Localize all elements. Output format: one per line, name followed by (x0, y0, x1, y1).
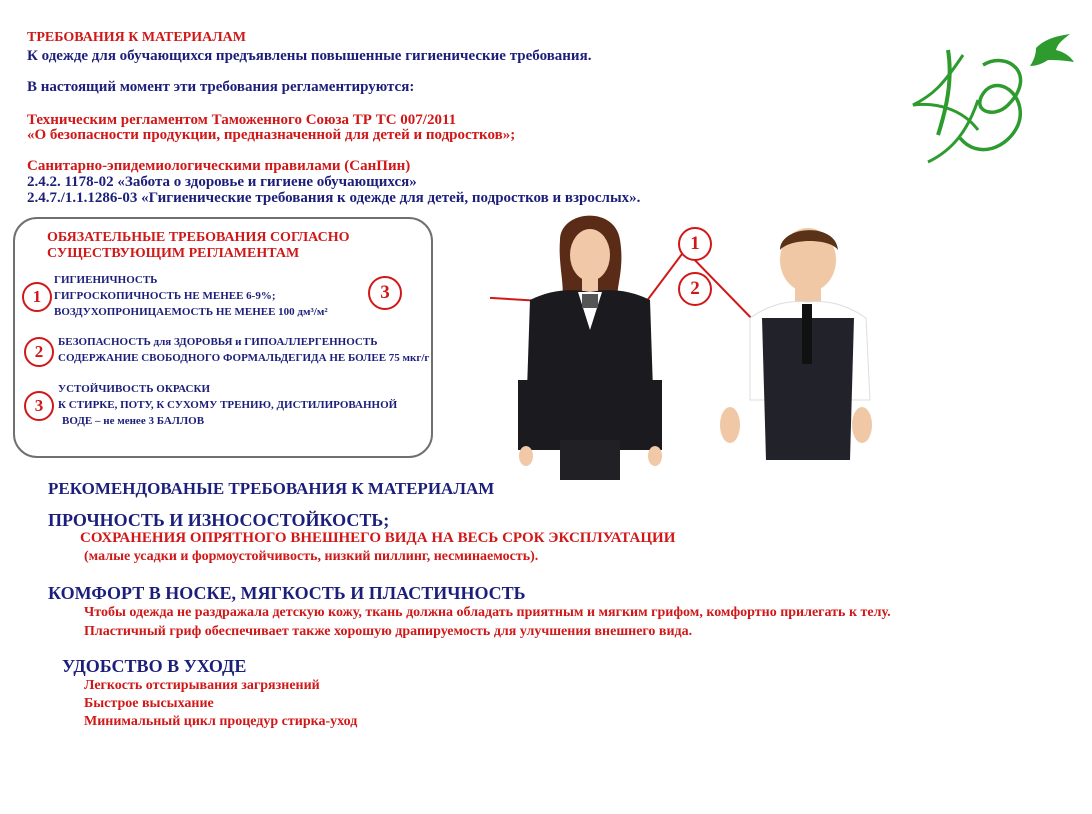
requirement-line: К СТИРКЕ, ПОТУ, К СУХОМУ ТРЕНИЮ, ДИСТИЛИРОВАННОЙ (58, 399, 398, 411)
requirement-line: ГИГИЕНИЧНОСТЬ (54, 274, 158, 286)
number-badge-2: 2 (24, 337, 54, 367)
logo (908, 30, 1078, 170)
requirement-line: СОДЕРЖАНИЕ СВОБОДНОГО ФОРМАЛЬДЕГИДА НЕ БОЛЕЕ 75 мкг/г (58, 352, 430, 364)
section-heading: ПРОЧНОСТЬ И ИЗНОСОСТОЙКОСТЬ; (48, 510, 390, 530)
photo-callout-2: 2 (678, 272, 712, 306)
regulation-line: «О безопасности продукции, предназначенной для детей и подростков»; (27, 127, 516, 143)
section-line: Быстрое высыхание (84, 696, 214, 711)
number-badge-1: 1 (22, 282, 52, 312)
boy-figure (720, 228, 872, 460)
section-line: СОХРАНЕНИЯ ОПРЯТНОГО ВНЕШНЕГО ВИДА НА ВЕСЬ СРОК ЭКСПЛУАТАЦИИ (80, 530, 676, 546)
requirement-line: ВОЗДУХОПРОНИЦАЕМОСТЬ НЕ МЕНЕЕ 100 дм³/м² (54, 306, 328, 318)
section-heading: КОМФОРТ В НОСКЕ, МЯГКОСТЬ И ПЛАСТИЧНОСТЬ (48, 583, 526, 603)
section-line: (малые усадки и формоустойчивость, низкий пиллинг, несминаемость). (84, 549, 539, 564)
recommended-title: РЕКОМЕНДОВАНЫЕ ТРЕБОВАНИЯ К МАТЕРИАЛАМ (48, 479, 495, 498)
section-heading: УДОБСТВО В УХОДЕ (62, 656, 247, 676)
mandatory-title: СУЩЕСТВУЮЩИМ РЕГЛАМЕНТАМ (47, 246, 300, 261)
page-title: ТРЕБОВАНИЯ К МАТЕРИАЛАМ (27, 30, 246, 45)
regulation-line: Техническим регламентом Таможенного Союза ТР ТС 007/2011 (27, 112, 457, 128)
sanpin-line: 2.4.2. 1178-02 «Забота о здоровье и гигиене обучающихся» (27, 174, 417, 190)
requirement-line: ГИГРОСКОПИЧНОСТЬ НЕ МЕНЕЕ 6-9%; (54, 290, 276, 302)
mandatory-title: ОБЯЗАТЕЛЬНЫЕ ТРЕБОВАНИЯ СОГЛАСНО (47, 230, 350, 245)
intro-line: К одежде для обучающихся предъявлены повышенные гигиенические требования. (27, 48, 592, 64)
girl-figure (518, 216, 662, 480)
requirement-line: БЕЗОПАСНОСТЬ для ЗДОРОВЬЯ и ГИПОАЛЛЕРГЕННОСТЬ (58, 336, 378, 348)
requirement-line: УСТОЙЧИВОСТЬ ОКРАСКИ (58, 383, 210, 395)
number-badge-3: 3 (24, 391, 54, 421)
requirement-line: ВОДЕ – не менее 3 БАЛЛОВ (62, 415, 205, 427)
logo-mark (908, 30, 1078, 170)
photo-callout-1: 1 (678, 227, 712, 261)
intro-line: В настоящий момент эти требования регламентируются: (27, 79, 415, 95)
sanpin-line: Санитарно-эпидемиологическими правилами (СанПин) (27, 158, 411, 174)
section-line: Чтобы одежда не раздражала детскую кожу, ткань должна обладать приятным и мягким грифом, комфортно прилегать к телу. (84, 605, 891, 620)
section-line: Легкость отстирывания загрязнений (84, 678, 320, 693)
hummingbird-icon (1030, 34, 1074, 66)
sanpin-line: 2.4.7./1.1.1286-03 «Гигиенические требования к одежде для детей, подростков и взрослых». (27, 190, 641, 206)
photo-callout-3: 3 (368, 276, 402, 310)
section-line: Пластичный гриф обеспечивает также хорошую драпируемость для улучшения внешнего вида. (84, 624, 693, 639)
section-line: Минимальный цикл процедур стирка-уход (84, 714, 358, 729)
